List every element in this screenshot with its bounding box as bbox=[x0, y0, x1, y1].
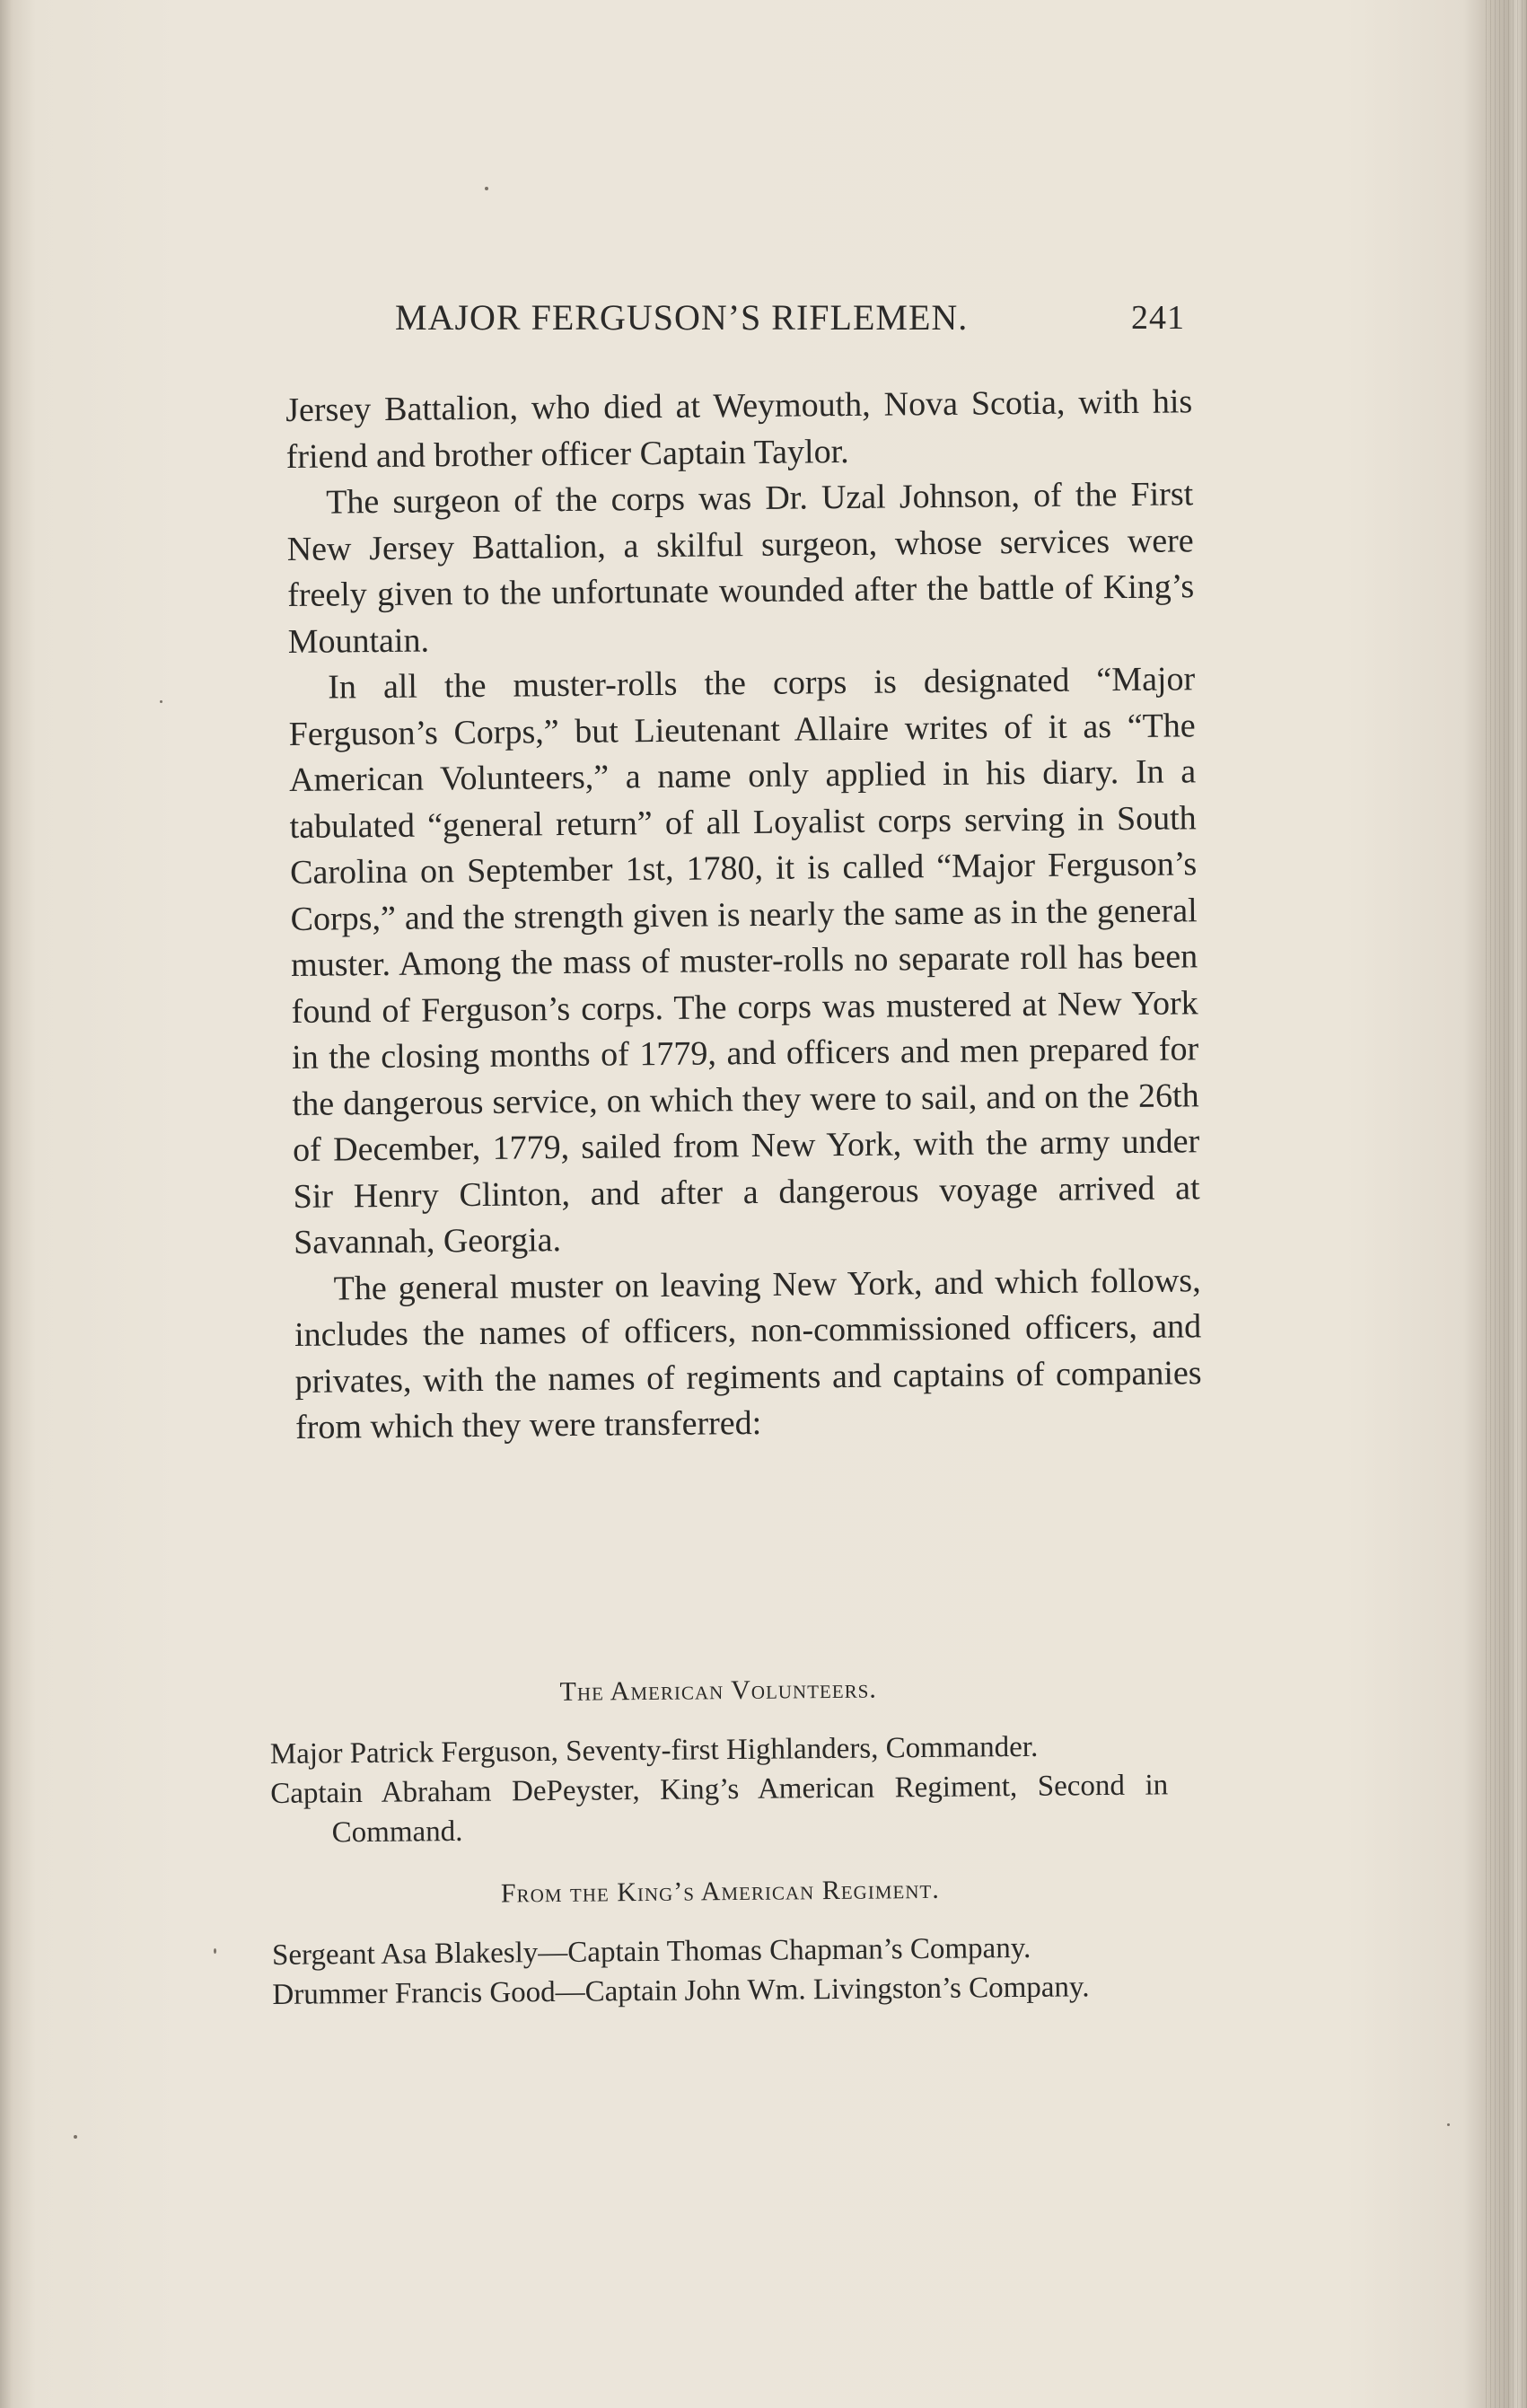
page-edge-lines bbox=[1486, 0, 1527, 2408]
page-number: 241 bbox=[1131, 299, 1185, 337]
body-text bbox=[285, 379, 1202, 1451]
section-heading: The American Volunteers. bbox=[559, 1674, 877, 1707]
section-entries bbox=[272, 1927, 1171, 2015]
roster-entry: Sergeant Asa Blakesly—Captain Thomas Chapman’s Company. bbox=[271, 1931, 1031, 1972]
running-title: MAJOR FERGUSON’S RIFLEMEN. bbox=[395, 297, 969, 338]
roster-entry: Major Patrick Ferguson, Seventy-first Highlanders, Commander. bbox=[269, 1730, 1039, 1771]
section-entries bbox=[270, 1726, 1169, 1853]
roster-entry: Drummer Francis Good—Captain John Wm. Livingston’s Company. bbox=[272, 1971, 1090, 2011]
paragraph: Jersey Battalion, who died at Weymouth, Nova Scotia, with his friend and brother officer Captain Taylor. bbox=[285, 382, 1193, 476]
section-heading: From the King’s American Regiment. bbox=[500, 1874, 940, 1909]
roster-entry: Captain Abraham DePeyster, King’s American Regiment, Second in Command. bbox=[270, 1769, 1169, 1850]
running-header bbox=[395, 296, 1185, 350]
paragraph: In all the muster-rolls the corps is designated “Major Ferguson’s Corps,” but Lieutenant Allaire writes of it as “The American Volunteers,” a name only applied in his diary. In a tabulated “general return” of all Loyalist corps serving in South Carolina on September 1st, 1780, it is called “Major Ferguson’s Corps,” and the strength given is nearly the same as in the general muster. Among the mass of muster-rolls no separate roll has been found of Ferguson’s corps. The corps was mustered at New York in the closing months of 1779, and officers and men prepared for the dangerous service, on which they were to sail, and on the 26th of December, 1779, sailed from New York, with the army under Sir Henry Clinton, and after a dangerous voyage arrived at Savannah, Georgia. bbox=[288, 660, 1200, 1261]
paragraph: The general muster on leaving New York, and which follows, includes the names of officers, non-commissioned officers, and privates, with the names of regiments and captains of companies from which they were transferred: bbox=[294, 1261, 1202, 1446]
muster-roster bbox=[269, 1666, 1171, 2038]
paragraph: The surgeon of the corps was Dr. Uzal Johnson, of the First New Jersey Battalion, a skilful surgeon, whose services were freely given to the unfortunate wounded after the battle of King’s Mountain. bbox=[286, 475, 1195, 661]
